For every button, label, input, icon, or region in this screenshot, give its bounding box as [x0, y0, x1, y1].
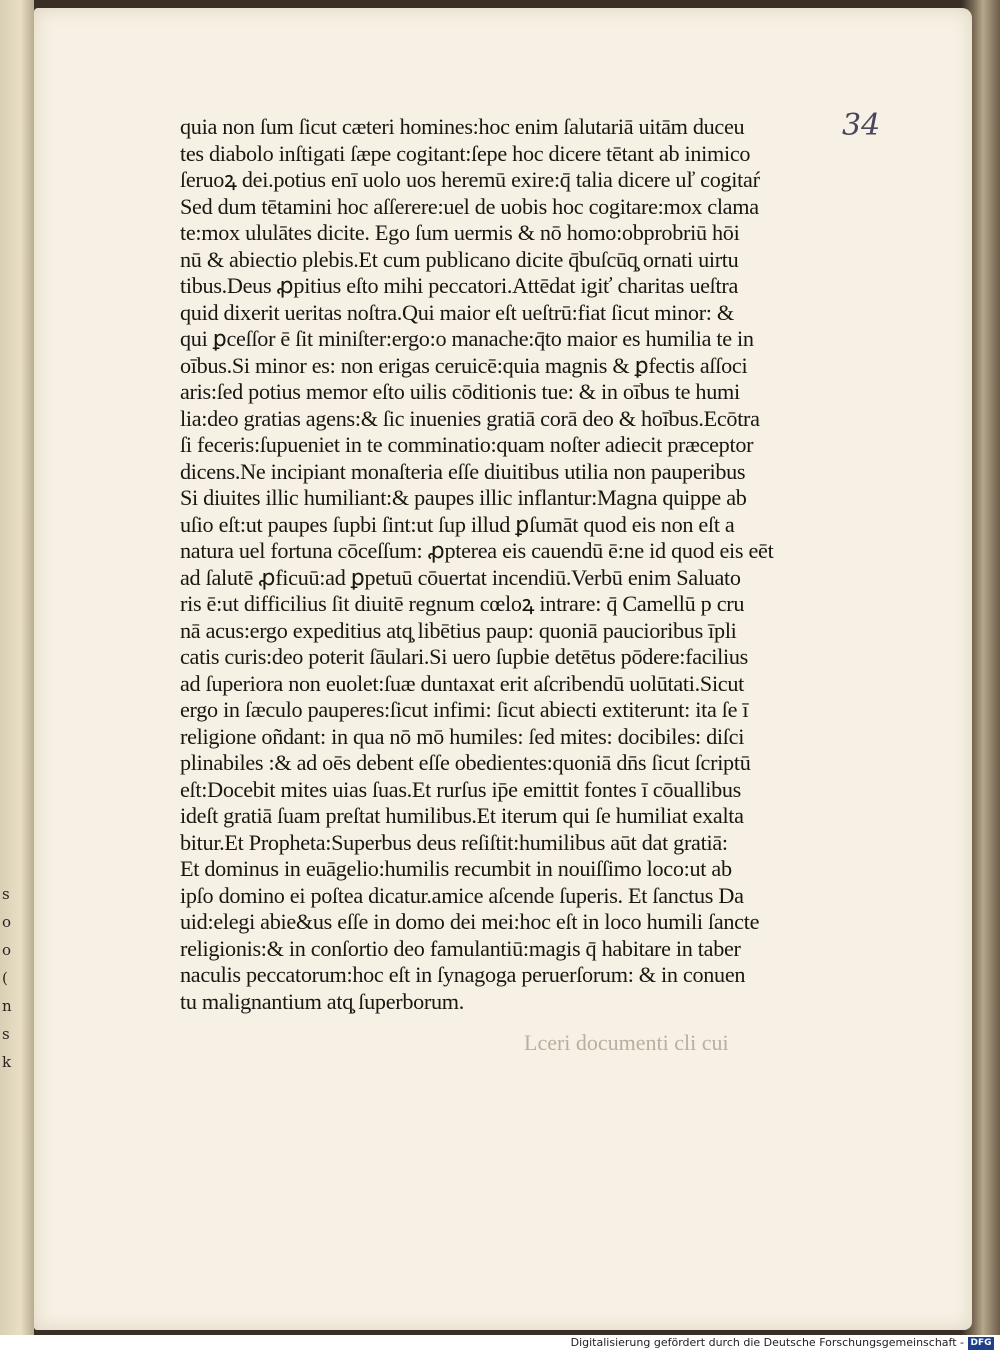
- dfg-logo: DFG: [968, 1337, 994, 1350]
- text-line: dicens.Ne incipiant monaſteria eſſe diuitibus utilia non pauperibus: [180, 458, 746, 484]
- left-edge-mark: o: [2, 913, 12, 931]
- text-line: nā acus:ergo expeditius atq̧ libētius paup: quoniā paucioribus īpli: [180, 617, 737, 643]
- text-block: [180, 114, 840, 1015]
- left-edge-mark: (: [2, 969, 8, 987]
- text-line: quia non ſum ſicut cæteri homines:hoc enim ſalutariā uitām duceu: [180, 114, 745, 139]
- text-line: tu malignantium atq̧ ſuperborum.: [180, 988, 465, 1014]
- text-line: ſi feceris:ſupueniet in te comminatio:quam noſter adiecit præceptor: [180, 432, 754, 457]
- text-line: tes diabolo inſtigati ſæpe cogitant:ſepe hoc dicere tētant ab inimico: [180, 140, 751, 166]
- text-line: uſio eſt:ut paupes ſupbi ſint:ut ſup illud ꝑſumāt quod eis non eſt a: [180, 511, 735, 537]
- text-line: ipſo domino ei poſtea dicatur.amice aſcende ſuperis. Et ſanctus Da: [180, 882, 744, 908]
- text-line: religione oñdant: in qua nō mō humiles: ſed mites: docibiles: diſci: [180, 723, 745, 749]
- text-line: ergo in ſæculo pauperes:ſicut infimi: ſicut abiecti extiterunt: ita ſe ī: [180, 697, 749, 722]
- text-line: quid dixerit ueritas noſtra.Qui maior eſt ueſtrū:fiat ſicut minor: &: [180, 299, 734, 325]
- text-line: ideſt gratiā ſuam preſtat humilibus.Et iterum qui ſe humiliat exalta: [180, 803, 744, 828]
- folio-number: 34: [842, 108, 881, 143]
- left-edge-mark: n: [2, 997, 12, 1015]
- text-line: Si diuites illic humiliant:& paupes illic inflantur:Magna quippe ab: [180, 485, 747, 510]
- text-line: nū & abiectio plebis.Et cum publicano dicite q̄buſcūq̧ ornati uirtu: [180, 246, 739, 272]
- left-edge-marks: [2, 880, 20, 1076]
- footer-credit: Digitalisierung gefördert durch die Deutsche Forschungsgemeinschaft -: [570, 1336, 964, 1349]
- text-line: eſt:Docebit mites uias ſuas.Et rurſus ip̄e emittit fontes ī cōuallibus: [180, 776, 741, 802]
- text-line: tibus.Deus ꝓpitius eſto mihi peccatori.Attēdat igiť charitas ueſtra: [180, 273, 739, 298]
- text-line: uid:elegi abie&us eſſe in domo dei mei:hoc eſt in loco humili ſancte: [180, 909, 760, 934]
- text-line: aris:ſed potius memor eſto uilis cōditionis tue: & in oībus te humi: [180, 379, 740, 404]
- text-line: oībus.Si minor es: non erigas ceruicē:quia magnis & ꝑfectis aſſoci: [180, 352, 748, 378]
- text-line: qui ꝑceſſor ē ſit miniſter:ergo:o manache:q̄to maior es humilia te in: [180, 326, 754, 351]
- text-line: te:mox ululātes dicite. Ego ſum uermis & nō homo:obprobriū hōi: [180, 220, 740, 245]
- left-edge-mark: s: [2, 1025, 10, 1043]
- text-line: ad ſuperiora non euolet:ſuæ duntaxat erit aſcribendū uolūtati.Sicut: [180, 670, 745, 696]
- text-line: ad ſalutē ꝓficuū:ad ꝑpetuū cōuertat incendiū.Verbū enim Saluato: [180, 564, 741, 590]
- text-line: Et dominus in euāgelio:humilis recumbit in nouiſſimo loco:ut ab: [180, 856, 732, 881]
- text-line: lia:deo gratias agens:& ſic inuenies gratiā corā deo & hoībus.Ecōtra: [180, 405, 760, 431]
- text-line: religionis:& in conſortio deo famulantiū:magis q̄ habitare in taber: [180, 935, 741, 961]
- manuscript-page: [34, 8, 972, 1330]
- footer-bar: [0, 1335, 1000, 1353]
- text-line: bitur.Et Propheta:Superbus deus reſiſtit:humilibus aūt dat gratiā:: [180, 829, 728, 855]
- left-edge-mark: k: [2, 1053, 12, 1071]
- text-line: ris ē:ut difficilius ſit diuitē regnum cœloꝝ intrare: q̄ Camellū p cru: [180, 591, 745, 616]
- text-line: natura uel fortuna cōceſſum: ꝓpterea eis cauendū ē:ne id quod eis eēt: [180, 538, 774, 563]
- left-page-edge: [0, 0, 34, 1335]
- text-line: ſeruoꝝ dei.potius enī uolo uos heremū exire:q̄ talia dicere uľ cogitaŕ: [180, 167, 760, 192]
- text-line: catis curis:deo poterit ſāulari.Si uero ſupbie detētus pōdere:facilius: [180, 644, 749, 669]
- left-edge-mark: s: [2, 885, 10, 903]
- text-line: plinabiles :& ad oēs debent eſſe obedientes:quoniā dn̄s ſicut ſcriptū: [180, 750, 751, 775]
- show-through-text: Lceri documenti cli cui: [524, 1030, 729, 1055]
- left-edge-mark: o: [2, 941, 12, 959]
- text-line: naculis peccatorum:hoc eſt in ſynagoga peruerſorum: & in conuen: [180, 962, 746, 987]
- text-line: Sed dum tētamini hoc aſſerere:uel de uobis hoc cogitare:mox clama: [180, 193, 759, 219]
